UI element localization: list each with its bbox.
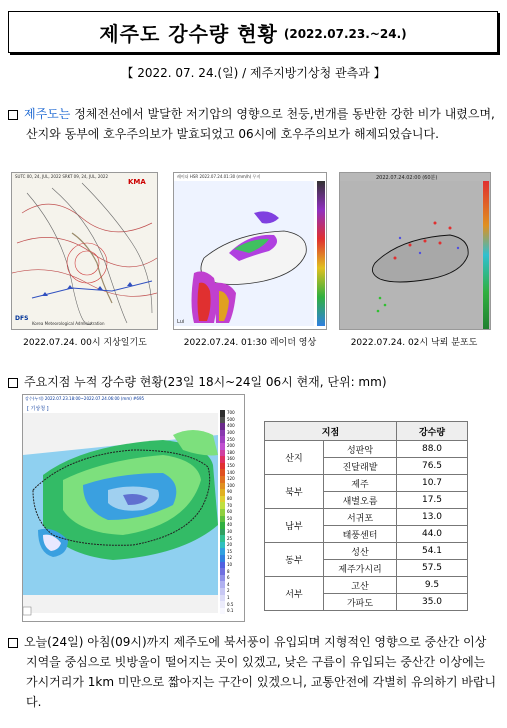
legend-swatch (220, 509, 225, 516)
rainfall-value-cell: 9.5 (397, 577, 468, 594)
dfs-logo: DFS (15, 315, 29, 322)
section2-heading (8, 373, 387, 390)
legend-item (220, 450, 242, 457)
legend-item (220, 548, 242, 555)
legend-label: 500 (227, 416, 235, 422)
legend-item (220, 581, 242, 588)
station-cell: 서귀포 (324, 509, 397, 526)
legend-label: 300 (227, 430, 235, 436)
rainfall-table (264, 421, 468, 611)
legend-swatch (220, 483, 225, 490)
legend-item (220, 410, 242, 417)
station-cell: 고산 (324, 577, 397, 594)
station-cell: 성산 (324, 543, 397, 560)
rainfall-value-cell: 17.5 (397, 492, 468, 509)
forecast-paragraph (8, 632, 500, 712)
legend-item (220, 456, 242, 463)
legend-swatch (220, 608, 225, 615)
legend-item (220, 430, 242, 437)
legend-item (220, 443, 242, 450)
legend-swatch (220, 535, 225, 542)
rainfall-value-cell: 76.5 (397, 458, 468, 475)
legend-label: 100 (227, 482, 235, 488)
legend-label: 120 (227, 476, 235, 482)
title-period: (2022.07.23.~24.) (283, 27, 407, 41)
rainfall-map-image (22, 394, 245, 622)
legend-swatch (220, 588, 225, 595)
section2-heading-text: 주요지점 누적 강수량 현황(23일 18시~24일 06시 현재, 단위: mm) (24, 375, 387, 389)
legend-label: 10 (227, 561, 233, 567)
legend-swatch (220, 522, 225, 529)
legend-item (220, 509, 242, 516)
region-cell: 동부 (265, 543, 324, 577)
weather-chart-caption: 2022.07.24. 00시 지상일기도 (23, 338, 147, 348)
legend-swatch (220, 469, 225, 476)
legend-label: 30 (227, 528, 233, 534)
forecast-text: 오늘(24일) 아침(09시)까지 제주도에 북서풍이 유입되며 지형적인 영향으로 중산간 이상 지역을 중심으로 빗방울이 떨어지는 곳이 있겠고, 낮은 구름이 유입되는 중산간 이상에는 가시거리가 1km 미만으로 짧아지는 구간이 있겠으니, 교통안전에 각별히 유의하기 바랍니다. (24, 635, 497, 709)
legend-label: 160 (227, 456, 235, 462)
region-cell: 산지 (265, 441, 324, 475)
legend-label: 250 (227, 436, 235, 442)
legend-item (220, 502, 242, 509)
legend-label: 2 (227, 588, 230, 594)
legend-label: 70 (227, 502, 233, 508)
legend-item (220, 522, 242, 529)
legend-label: 20 (227, 542, 233, 548)
legend-swatch (220, 436, 225, 443)
legend-label: 0.5 (227, 601, 234, 607)
weather-chart-footer: Korea Meteorological Administration (32, 321, 105, 326)
rainfall-value-cell: 10.7 (397, 475, 468, 492)
station-cell: 제주가시리 (324, 560, 397, 577)
legend-item (220, 476, 242, 483)
legend-label: 80 (227, 496, 233, 502)
table-header-rainfall: 강수량 (397, 422, 468, 441)
radar-corner-label: Lui (177, 319, 185, 325)
legend-item (220, 483, 242, 490)
table-row (265, 509, 468, 526)
legend-swatch (220, 601, 225, 608)
table-row (265, 543, 468, 560)
legend-swatch (220, 423, 225, 430)
rainfall-map-legend (220, 410, 242, 614)
checkbox-bullet-icon (8, 638, 18, 648)
station-cell: 성판악 (324, 441, 397, 458)
legend-swatch (220, 595, 225, 602)
legend-swatch (220, 581, 225, 588)
legend-label: 90 (227, 489, 233, 495)
legend-item (220, 463, 242, 470)
legend-item (220, 496, 242, 503)
legend-label: 4 (227, 581, 230, 587)
legend-label: 8 (227, 568, 230, 574)
table-row (265, 441, 468, 458)
legend-swatch (220, 410, 225, 417)
legend-label: 40 (227, 522, 233, 528)
radar-image (173, 172, 327, 330)
legend-item (220, 575, 242, 582)
legend-item (220, 423, 242, 430)
legend-label: 150 (227, 463, 235, 469)
lightning-caption: 2022.07.24. 02시 낙뢰 분포도 (350, 338, 478, 348)
legend-label: 200 (227, 443, 235, 449)
table-header-station: 지점 (265, 422, 397, 441)
legend-item (220, 469, 242, 476)
legend-label: 25 (227, 535, 233, 541)
title-box (8, 11, 498, 53)
region-cell: 서부 (265, 577, 324, 611)
legend-swatch (220, 562, 225, 569)
legend-item (220, 542, 242, 549)
legend-swatch (220, 548, 225, 555)
kma-logo: KMA (128, 178, 146, 186)
legend-label: 50 (227, 515, 233, 521)
rainfall-value-cell: 57.5 (397, 560, 468, 577)
legend-label: 700 (227, 410, 235, 416)
weather-chart-image (11, 172, 158, 330)
legend-swatch (220, 476, 225, 483)
legend-item (220, 516, 242, 523)
radar-caption: 2022.07.24. 01:30 레이더 영상 (183, 338, 317, 348)
dateline: 【 2022. 07. 24.(일) / 제주지방기상청 관측과 】 (121, 66, 386, 80)
rainfall-value-cell: 13.0 (397, 509, 468, 526)
rainfall-map-tag: [ 기상청 ] (27, 406, 49, 412)
legend-item (220, 555, 242, 562)
legend-item (220, 608, 242, 615)
rainfall-value-cell: 35.0 (397, 594, 468, 611)
legend-swatch (220, 575, 225, 582)
legend-swatch (220, 542, 225, 549)
legend-item (220, 436, 242, 443)
legend-item (220, 595, 242, 602)
rainfall-map-header: 강수(누적) 2022.07.23.18:00~2022.07.24.06:00 (mm) #695 (25, 396, 145, 401)
legend-swatch (220, 463, 225, 470)
legend-item (220, 601, 242, 608)
rainfall-value-cell: 44.0 (397, 526, 468, 543)
checkbox-bullet-icon (8, 110, 18, 120)
legend-swatch (220, 496, 225, 503)
page-title: 제주도 강수량 현황 (99, 21, 278, 46)
legend-swatch (220, 450, 225, 457)
legend-swatch (220, 529, 225, 536)
summary-text: 정체전선에서 발달한 저기압의 영향으로 천둥,번개를 동반한 강한 비가 내렸으며, 산지와 동부에 호우주의보가 발효되었고 06시에 호우주의보가 해제되었습니다. (26, 107, 495, 141)
region-cell: 남부 (265, 509, 324, 543)
rainfall-table-wrapper (264, 421, 468, 611)
legend-item (220, 562, 242, 569)
summary-paragraph (8, 104, 500, 144)
legend-item (220, 529, 242, 536)
legend-swatch (220, 417, 225, 424)
legend-label: 1 (227, 594, 230, 600)
lightning-image (339, 172, 491, 330)
legend-label: 0.1 (227, 608, 234, 614)
legend-label: 140 (227, 469, 235, 475)
legend-swatch (220, 516, 225, 523)
weather-chart-header: SUTC 00, 24, JUL, 2022 SRKT 09, 24, JUL, 2022 (15, 174, 109, 179)
radar-header: 레이더 HSR 2022.07.24.01:30 (mm/h) 무지 (177, 174, 261, 179)
legend-item (220, 417, 242, 424)
rainfall-value-cell: 88.0 (397, 441, 468, 458)
legend-label: 12 (227, 555, 233, 561)
table-row (265, 577, 468, 594)
station-cell: 태풍센터 (324, 526, 397, 543)
legend-item (220, 568, 242, 575)
legend-swatch (220, 489, 225, 496)
legend-item (220, 535, 242, 542)
legend-swatch (220, 555, 225, 562)
station-cell: 가파도 (324, 594, 397, 611)
legend-swatch (220, 456, 225, 463)
region-cell: 북부 (265, 475, 324, 509)
station-cell: 제주 (324, 475, 397, 492)
legend-label: 6 (227, 575, 230, 581)
lightning-header: 2022.07.24.02:00 (60분) (376, 175, 438, 181)
station-cell: 진달래밭 (324, 458, 397, 475)
station-cell: 새별오름 (324, 492, 397, 509)
highlight-text: 제주도는 (24, 107, 71, 121)
legend-item (220, 489, 242, 496)
legend-label: 180 (227, 449, 235, 455)
legend-swatch (220, 443, 225, 450)
legend-swatch (220, 430, 225, 437)
legend-label: 400 (227, 423, 235, 429)
legend-label: 60 (227, 509, 233, 515)
legend-swatch (220, 502, 225, 509)
table-row (265, 475, 468, 492)
legend-item (220, 588, 242, 595)
legend-label: 15 (227, 548, 233, 554)
rainfall-value-cell: 54.1 (397, 543, 468, 560)
checkbox-bullet-icon (8, 378, 18, 388)
legend-swatch (220, 568, 225, 575)
